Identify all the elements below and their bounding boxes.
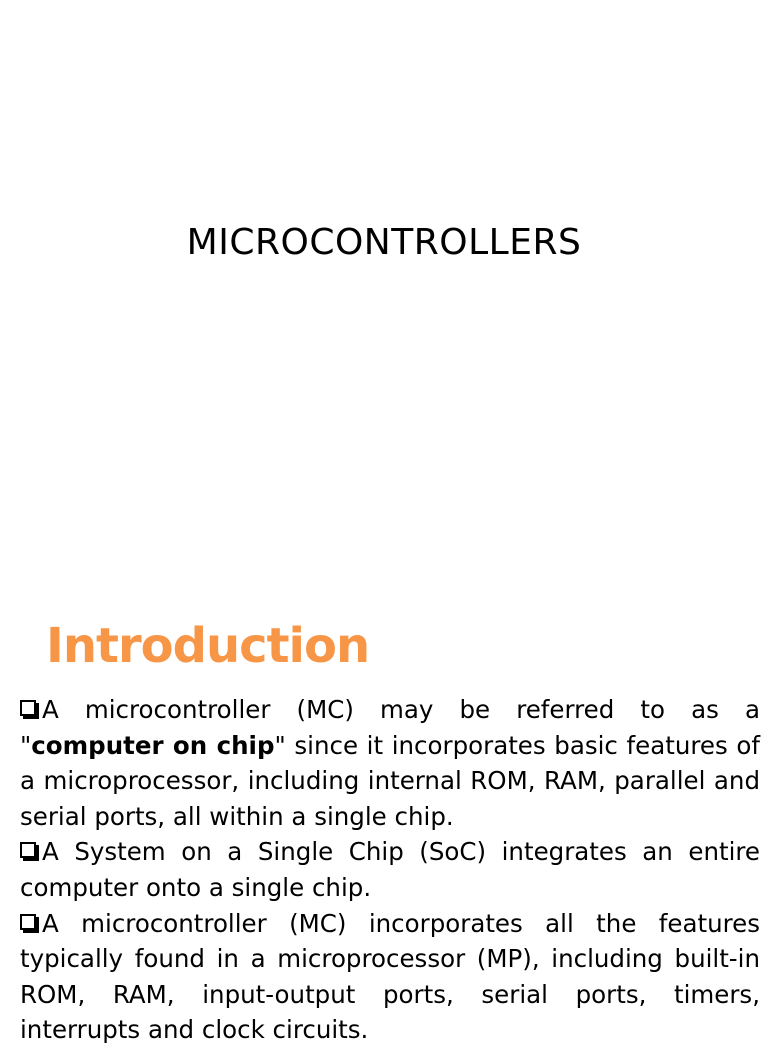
bullet-item [20,692,760,834]
bullet-list [20,692,760,1048]
bullet-text: A microcontroller (MC) may be referred to as a " [20,695,760,760]
bullet-text: A System on a Single Chip (SoC) integrates an entire computer onto a single chip. [20,837,760,902]
bullet-text: A microcontroller (MC) incorporates all the features typically found in a microprocessor (MP), including built-in ROM, RAM, input-output ports, serial ports, timers, interrupts and clock circuits. [20,908,760,1045]
bullet-bold-text: computer on chip [31,730,275,760]
bullet-text: " since it incorporates basic features of a microprocessor, including internal ROM, RAM, parallel and serial ports, all within a single chip. [20,730,760,831]
introduction-slide [0,600,768,1045]
checkbox-square-icon [20,700,36,716]
bullet-item [20,834,760,905]
slide-title: MICROCONTROLLERS [186,222,582,263]
section-heading: Introduction [46,618,370,674]
checkbox-square-icon [20,914,36,930]
checkbox-square-icon [20,842,36,858]
bullet-item [20,906,760,1048]
